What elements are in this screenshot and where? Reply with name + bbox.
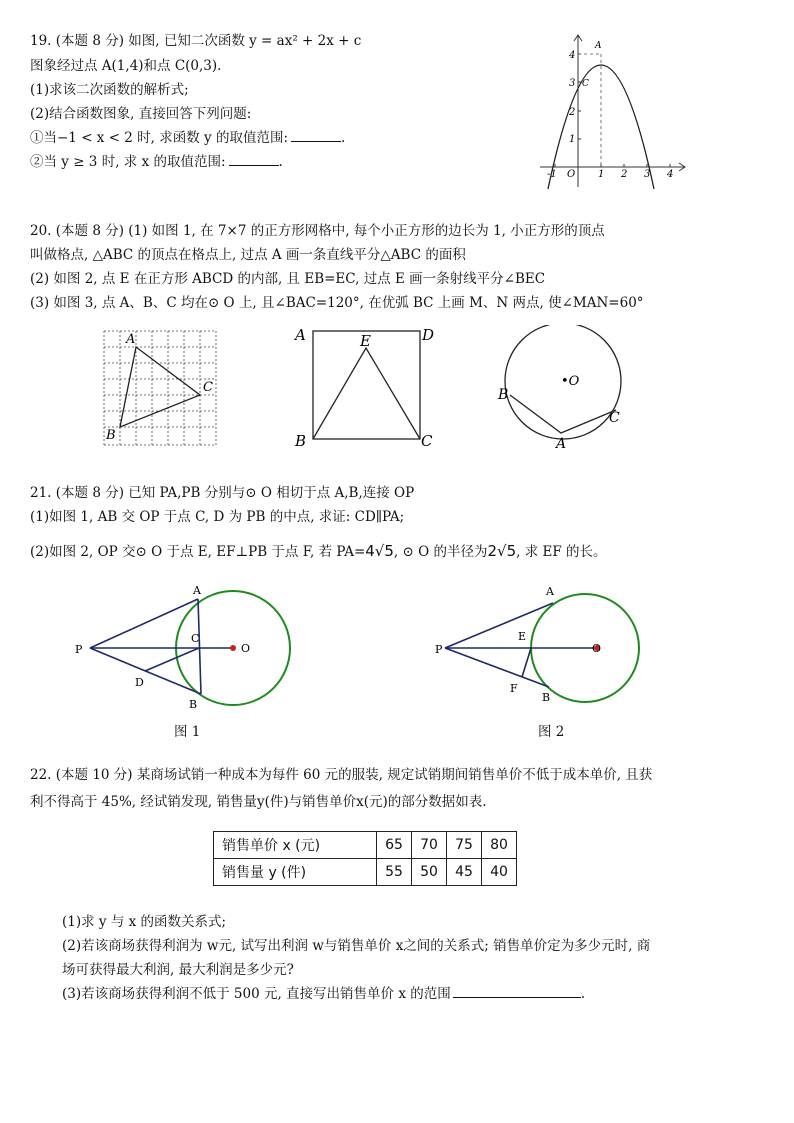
price-sales-table [213, 831, 517, 886]
q22-line1: 22. (本题 10 分) 某商场试销一种成本为每件 60 元的服装, 规定试销期间销售单价不低于成本单价, 且获 [30, 767, 653, 783]
table-cell: 40 [482, 859, 517, 886]
q21f1-label-o: O [241, 642, 251, 655]
q19-line6 [30, 153, 283, 171]
q20-line4: (3) 如图 3, 点 A、B、C 均在⊙ O 上, 且∠BAC=120°, 在优弧 BC 上画 M、N 两点, 使∠MAN=60° [30, 295, 644, 311]
q21-line3-text-c: , 求 EF 的长。 [516, 544, 607, 560]
y-tick-4: 4 [569, 50, 576, 61]
q20-fig3-circle [495, 325, 645, 455]
point-c-label: C [582, 79, 589, 89]
q21f2-label-b: B [542, 691, 551, 704]
q21f2-label-o: O [592, 642, 602, 655]
q22-sub3 [62, 985, 585, 1003]
grid-lines [104, 331, 216, 445]
q22-sub2a: (2)若该商场获得利润为 w元, 试写出利润 w与销售单价 x之间的关系式; 销售单价定为多少元时, 商 [62, 938, 651, 954]
angle-bac [510, 395, 616, 433]
triangle-bec [313, 348, 420, 439]
table-cell: 55 [377, 859, 412, 886]
center-o-dot [230, 645, 236, 651]
q21f2-label-p: P [435, 643, 443, 656]
y-tick-1: 1 [569, 134, 576, 145]
x-tick-neg1: -1 [547, 169, 557, 180]
q21-line3-text-a: (2)如图 2, OP 交⊙ O 于点 E, EF⊥PB 于点 F, 若 PA= [30, 544, 366, 560]
q20-fig2-square [290, 322, 450, 452]
fig2-label-e: E [360, 332, 371, 350]
q20-line2: 叫做格点, △ABC 的顶点在格点上, 过点 A 画一条直线平分△ABC 的面积 [30, 247, 466, 263]
q19-line1: 19. (本题 8 分) 如图, 已知二次函数 y = ax² + 2x + c [30, 33, 362, 49]
q22-sub1: (1)求 y 与 x 的函数关系式; [62, 914, 227, 930]
x-tick-1: 1 [598, 169, 605, 180]
fig1-label-a: A [126, 332, 136, 347]
table-cell: 80 [482, 832, 517, 859]
pa-value: 4√5 [365, 542, 394, 560]
q21-line2: (1)如图 1, AB 交 OP 于点 C, D 为 PB 的中点, 求证: CD∥PA; [30, 509, 405, 525]
q19-line3: (1)求该二次函数的解析式; [30, 82, 189, 98]
q19-line5 [30, 129, 345, 147]
q21-fig1-caption: 图 1 [174, 724, 201, 740]
q21-fig1 [65, 578, 305, 708]
answer-blank [453, 985, 581, 998]
q22-sub3-text: (3)若该商场获得利润不低于 500 元, 直接写出销售单价 x 的范围 [62, 986, 451, 1002]
x-tick-3: 3 [644, 169, 651, 180]
x-tick-4: 4 [667, 169, 674, 180]
q21f1-label-b: B [189, 698, 198, 708]
radius-value: 2√5 [487, 542, 517, 560]
q21f2-label-a: A [546, 585, 554, 598]
q19-line2: 图象经过点 A(1,4)和点 C(0,3). [30, 58, 222, 74]
answer-blank [291, 129, 341, 142]
point-a-label: A [595, 41, 602, 51]
fig3-label-b: B [498, 387, 509, 403]
table-cell: 70 [412, 832, 447, 859]
q22-line2: 利不得高于 45%, 经试销发现, 销售量y(件)与销售单价x(元)的部分数据如表. [30, 794, 487, 810]
q20-line1: 20. (本题 8 分) (1) 如图 1, 在 7×7 的正方形网格中, 每个小正方形的边长为 1, 小正方形的顶点 [30, 223, 605, 239]
q21f1-label-d: D [135, 676, 144, 689]
fig2-label-b: B [295, 432, 307, 450]
q22-sub2b: 场可获得最大利润, 最大利润是多少元? [62, 962, 294, 978]
origin-label: O [567, 169, 576, 180]
q21f1-label-a: A [193, 584, 201, 597]
q22-sub3-period: . [580, 986, 586, 1002]
y-tick-2: 2 [569, 107, 576, 118]
q21-fig2 [425, 578, 665, 708]
q21-line3-text-b: , ⊙ O 的半径为 [393, 544, 488, 560]
fig3-label-a: A [556, 436, 567, 452]
table-cell: 50 [412, 859, 447, 886]
q19-line5-period: . [341, 130, 346, 146]
segment-ef [522, 648, 531, 677]
q21-fig2-caption: 图 2 [538, 724, 565, 740]
q19-line6-period: . [278, 154, 283, 170]
table-cell: 75 [447, 832, 482, 859]
q19-line4: (2)结合函数图象, 直接回答下列问题: [30, 106, 252, 122]
table-header-price: 销售单价 x (元) [214, 832, 377, 859]
segment-cd [145, 648, 199, 671]
q20-fig1-grid-triangle [98, 325, 233, 450]
q19-line5-text: ①当−1 < x < 2 时, 求函数 y 的取值范围: [30, 130, 289, 146]
table-row [214, 832, 517, 859]
triangle-abc [120, 347, 200, 427]
fig3-label-c: C [609, 410, 620, 426]
y-tick-3: 3 [569, 78, 576, 89]
q21f1-label-c: C [191, 632, 200, 645]
answer-blank [229, 153, 279, 166]
q21-line3 [30, 542, 607, 561]
fig3-label-o: •O [561, 374, 580, 389]
q21f2-label-f: F [510, 682, 518, 695]
table-header-quantity: 销售量 y (件) [214, 859, 377, 886]
table-cell: 65 [377, 832, 412, 859]
fig2-label-d: D [422, 326, 435, 344]
table-cell: 45 [447, 859, 482, 886]
fig2-label-c: C [421, 432, 433, 450]
q21f2-label-e: E [518, 630, 527, 643]
q21-line1: 21. (本题 8 分) 已知 PA,PB 分别与⊙ O 相切于点 A,B,连接 OP [30, 485, 415, 501]
chord-ab [198, 599, 201, 694]
table-row [214, 859, 517, 886]
fig2-label-a: A [295, 326, 306, 344]
x-tick-2: 2 [621, 169, 628, 180]
fig1-label-b: B [106, 428, 116, 443]
tangent-pb [445, 648, 549, 687]
q21f1-label-p: P [75, 643, 83, 656]
q19-parabola-graph [535, 30, 695, 190]
q19-line6-text: ②当 y ≥ 3 时, 求 x 的取值范围: [30, 154, 226, 170]
q20-line3: (2) 如图 2, 点 E 在正方形 ABCD 的内部, 且 EB=EC, 过点 E 画一条射线平分∠BEC [30, 271, 546, 287]
fig1-label-c: C [203, 380, 213, 395]
